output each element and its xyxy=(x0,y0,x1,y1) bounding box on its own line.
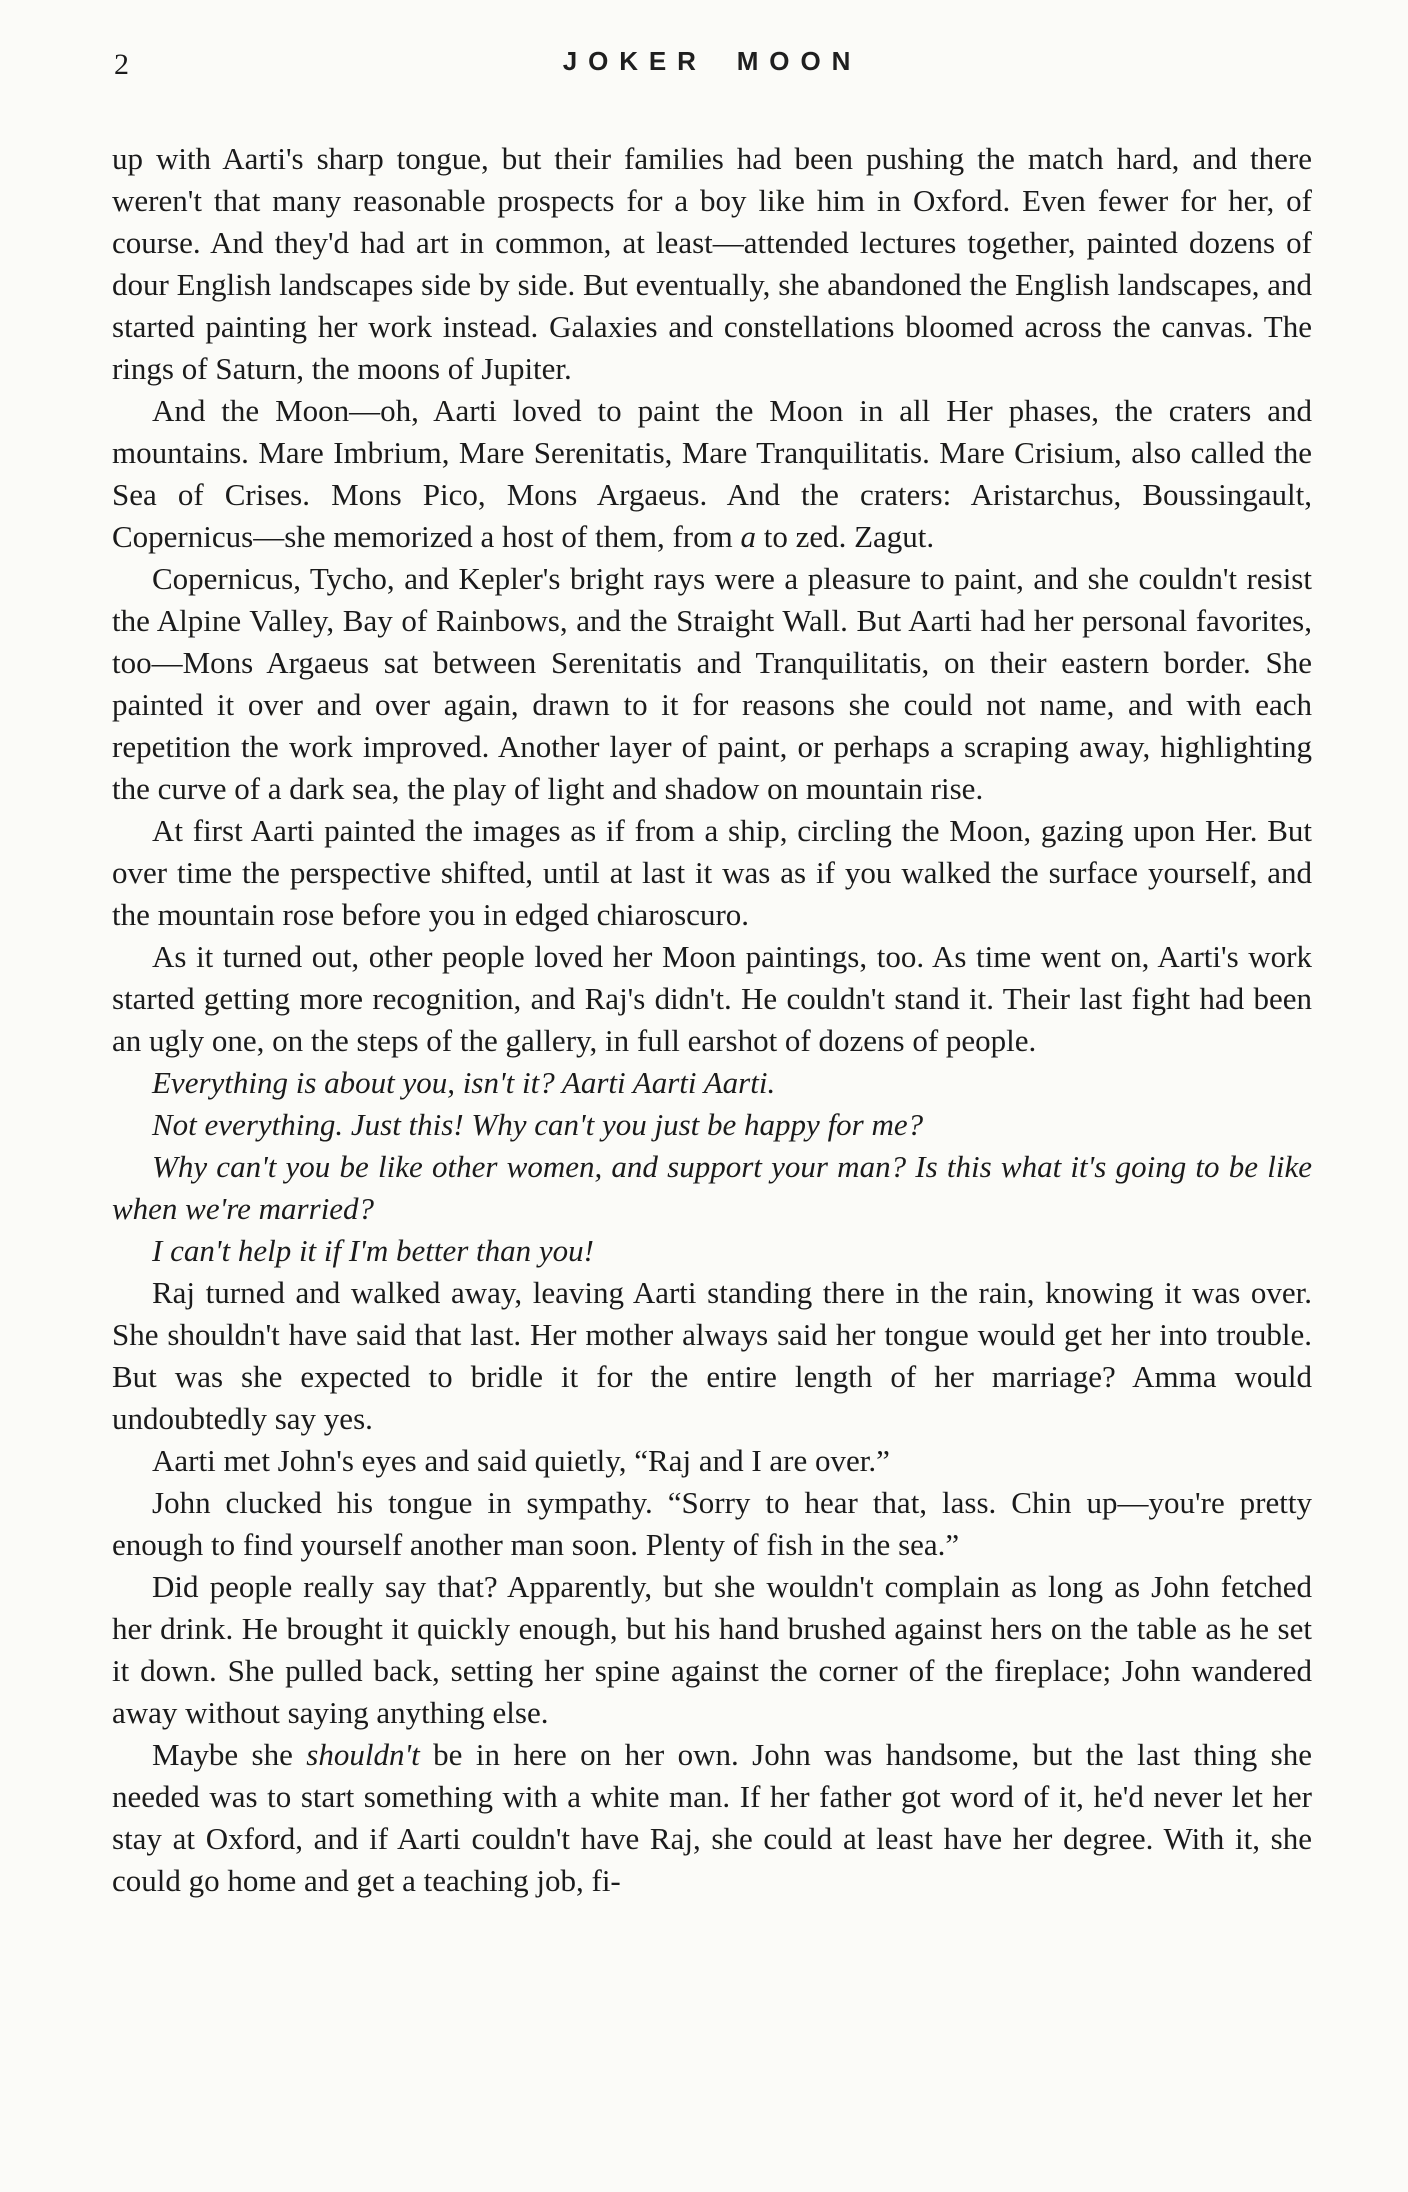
paragraph: Maybe she shouldn't be in here on her own. John was handsome, but the last thing she needed was to start something with a white man. If her father got word of it, he'd never let her stay at Oxford, and if Aarti couldn't have Raj, she could at least have her degree. With it, she could go home and get a teaching job, fi- xyxy=(112,1737,1312,1898)
paragraph: And the Moon—oh, Aarti loved to paint the Moon in all Her phases, the craters and mountains. Mare Imbrium, Mare Serenitatis, Mare Tranquilitatis. Mare Crisium, also called the Sea of Crises. Mons Pico, Mons Argaeus. And the craters: Aristarchus, Boussingault, Copernicus—she memorized a host of them, from a to zed. Zagut. xyxy=(112,393,1312,554)
running-head-title: JOKER MOON xyxy=(562,46,862,76)
paragraph: Why can't you be like other women, and support your man? Is this what it's going to be like when we're married? xyxy=(112,1149,1312,1226)
paragraph: Not everything. Just this! Why can't you just be happy for me? xyxy=(152,1107,924,1142)
paragraph: At first Aarti painted the images as if from a ship, circling the Moon, gazing upon Her. But over time the perspective shifted, until at last it was as if you walked the surface yourself, and the mountain rose before you in edged chiaroscuro. xyxy=(112,813,1312,932)
page-number: 2 xyxy=(114,48,129,81)
paragraph: Copernicus, Tycho, and Kepler's bright rays were a pleasure to paint, and she couldn't resist the Alpine Valley, Bay of Rainbows, and the Straight Wall. But Aarti had her personal favorites, too—Mons Argaeus sat between Serenitatis and Tranquilitatis, on their eastern border. She painted it over and over again, drawn to it for reasons she could not name, and with each repetition the work improved. Another layer of paint, or perhaps a scraping away, highlighting the curve of a dark sea, the play of light and shadow on mountain rise. xyxy=(112,561,1312,806)
body-text xyxy=(112,138,1312,1902)
paragraph: John clucked his tongue in sympathy. “Sorry to hear that, lass. Chin up—you're pretty enough to find yourself another man soon. Plenty of fish in the sea.” xyxy=(112,1485,1312,1562)
paragraph: As it turned out, other people loved her Moon paintings, too. As time went on, Aarti's work started getting more recognition, and Raj's didn't. He couldn't stand it. Their last fight had been an ugly one, on the steps of the gallery, in full earshot of dozens of people. xyxy=(112,939,1312,1058)
paragraph: up with Aarti's sharp tongue, but their families had been pushing the match hard, and there weren't that many reasonable prospects for a boy like him in Oxford. Even fewer for her, of course. And they'd had art in common, at least—attended lectures together, painted dozens of dour English landscapes side by side. But eventually, she abandoned the English landscapes, and started painting her work instead. Galaxies and constellations bloomed across the canvas. The rings of Saturn, the moons of Jupiter. xyxy=(112,141,1312,386)
running-head xyxy=(112,40,1312,96)
paragraph: Raj turned and walked away, leaving Aarti standing there in the rain, knowing it was over. She shouldn't have said that last. Her mother always said her tongue would get her into trouble. But was she expected to bridle it for the entire length of her marriage? Amma would undoubtedly say yes. xyxy=(112,1275,1312,1436)
paragraph: Aarti met John's eyes and said quietly, “Raj and I are over.” xyxy=(152,1443,890,1478)
paragraph: I can't help it if I'm better than you! xyxy=(152,1233,594,1268)
paragraph: Did people really say that? Apparently, but she wouldn't complain as long as John fetched her drink. He brought it quickly enough, but his hand brushed against hers on the table as he set it down. She pulled back, setting her spine against the corner of the fireplace; John wandered away without saying anything else. xyxy=(112,1569,1312,1730)
paragraph: Everything is about you, isn't it? Aarti Aarti Aarti. xyxy=(152,1065,776,1100)
